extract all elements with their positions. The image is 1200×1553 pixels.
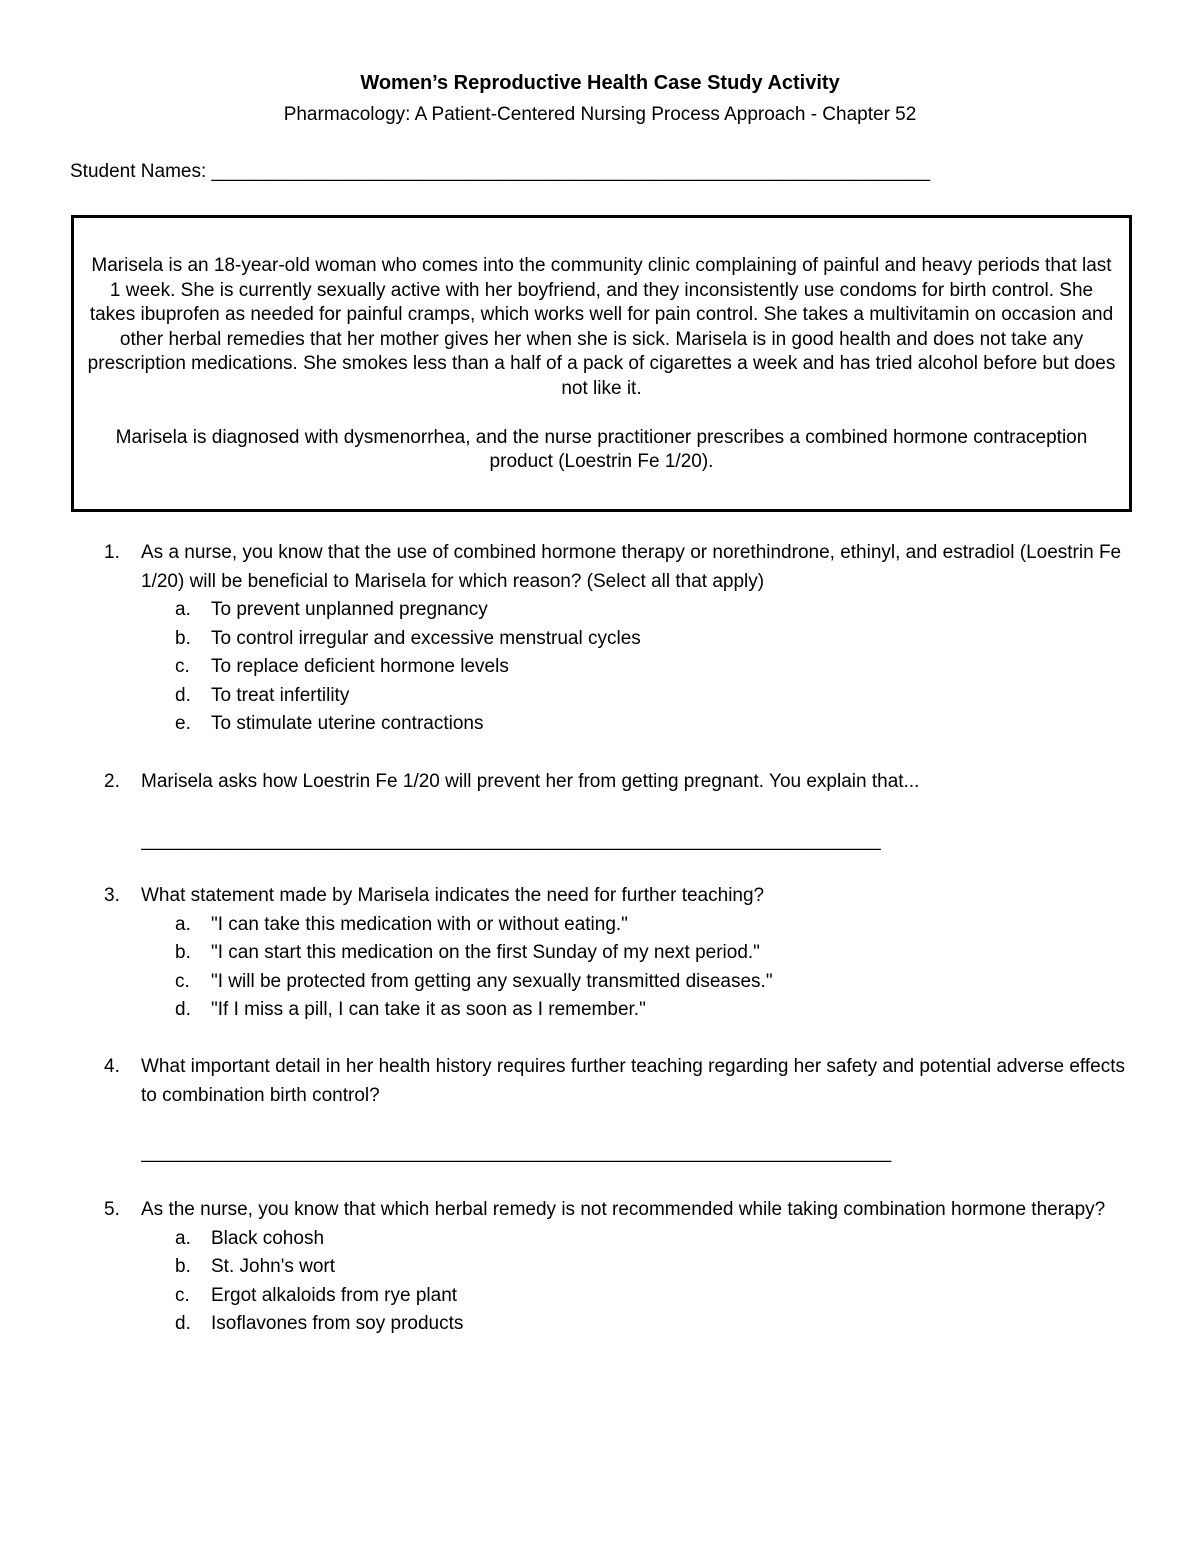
question-text: As the nurse, you know that which herbal remedy is not recommended while taking combination hormone therapy?: [141, 1199, 1106, 1220]
question-2: [104, 768, 1134, 855]
option-text: Black cohosh: [211, 1227, 325, 1249]
option-letter: e.: [175, 713, 191, 734]
question-text: Marisela asks how Loestrin Fe 1/20 will prevent her from getting pregnant. You explain that...: [141, 771, 920, 792]
question-text: As a nurse, you know that the use of combined hormone therapy or norethindrone, ethinyl, and estradiol (Loestrin Fe 1/20) will be beneficial to Marisela for which reason? (Select all that apply): [141, 542, 1122, 592]
question-4: [104, 1053, 1134, 1168]
option-letter: b.: [175, 1256, 191, 1277]
question-number: 3.: [104, 885, 120, 906]
option-text: To stimulate uterine contractions: [211, 713, 484, 734]
question-5: [104, 1196, 1134, 1339]
question-number: 2.: [104, 771, 120, 792]
option-letter: a.: [175, 1227, 191, 1249]
question-text: What statement made by Marisela indicates the need for further teaching?: [141, 885, 765, 906]
option-item[interactable]: [104, 1282, 1134, 1311]
option-letter: c.: [175, 656, 190, 677]
option-item[interactable]: [104, 625, 1134, 654]
answer-line[interactable]: _______________________________________________________________________: [141, 1142, 892, 1163]
question-number: 4.: [104, 1056, 120, 1077]
option-text: "I can take this medication with or without eating.": [211, 913, 628, 935]
question-number: 5.: [104, 1199, 120, 1220]
option-text: To prevent unplanned pregnancy: [211, 599, 488, 620]
option-text: "If I miss a pill, I can take it as soon as I remember.": [211, 999, 646, 1020]
option-list: [104, 911, 1134, 1025]
case-paragraph-2: Marisela is diagnosed with dysmenorrhea, and the nurse practitioner prescribes a combined hormone contraception product (Loestrin Fe 1/20).: [115, 426, 1088, 473]
option-item[interactable]: [104, 911, 1134, 940]
option-text: "I can start this medication on the first Sunday of my next period.": [211, 942, 760, 963]
page-title: Women’s Reproductive Health Case Study Activity: [360, 72, 840, 94]
option-letter: d.: [175, 999, 191, 1020]
option-item[interactable]: [104, 1225, 1134, 1254]
option-letter: c.: [175, 1284, 190, 1306]
option-letter: b.: [175, 627, 191, 649]
option-text: Ergot alkaloids from rye plant: [211, 1284, 458, 1306]
option-text: To control irregular and excessive menstrual cycles: [211, 627, 641, 649]
question-number: 1.: [104, 542, 120, 563]
option-list: [104, 1225, 1134, 1339]
option-letter: c.: [175, 970, 190, 992]
option-item[interactable]: [104, 596, 1134, 625]
option-item[interactable]: [104, 1310, 1134, 1339]
option-text: "I will be protected from getting any sexually transmitted diseases.": [211, 970, 773, 992]
student-names-field[interactable]: Student Names: ____________________________________________________________________: [70, 161, 931, 182]
question-3: [104, 882, 1134, 1025]
option-list: [104, 596, 1134, 739]
option-item[interactable]: [104, 996, 1134, 1025]
option-letter: d.: [175, 1313, 191, 1334]
case-paragraph-1: Marisela is an 18-year-old woman who comes into the community clinic complaining of painful and heavy periods that last 1 week. She is currently sexually active with her boyfriend, and they inconsistently use condoms for birth control. She takes ibuprofen as needed for painful cramps, which works well for pain control. She takes a multivitamin on occasion and other herbal remedies that her mother gives her when she is sick. Marisela is in good health and does not take any prescription medications. She smokes less than a half of a pack of cigarettes a week and has tried alcohol before but does not like it.: [87, 255, 1116, 399]
option-letter: d.: [175, 684, 191, 706]
case-study-box: [71, 215, 1132, 512]
option-text: To treat infertility: [211, 684, 350, 706]
option-letter: a.: [175, 599, 191, 620]
option-item[interactable]: [104, 968, 1134, 997]
page-subtitle: Pharmacology: A Patient-Centered Nursing Process Approach - Chapter 52: [283, 104, 917, 125]
option-letter: a.: [175, 913, 191, 935]
option-text: Isoflavones from soy products: [211, 1313, 464, 1334]
option-item[interactable]: [104, 1253, 1134, 1282]
option-item[interactable]: [104, 653, 1134, 682]
answer-line[interactable]: ______________________________________________________________________: [141, 829, 881, 851]
question-text: What important detail in her health history requires further teaching regarding her safety and potential adverse effects to combination birth control?: [141, 1056, 1125, 1106]
option-item[interactable]: [104, 682, 1134, 711]
question-1: [104, 539, 1134, 739]
option-text: To replace deficient hormone levels: [211, 656, 509, 677]
option-item[interactable]: [104, 939, 1134, 968]
option-letter: b.: [175, 942, 191, 963]
option-item[interactable]: [104, 710, 1134, 739]
option-text: St. John's wort: [211, 1256, 336, 1277]
